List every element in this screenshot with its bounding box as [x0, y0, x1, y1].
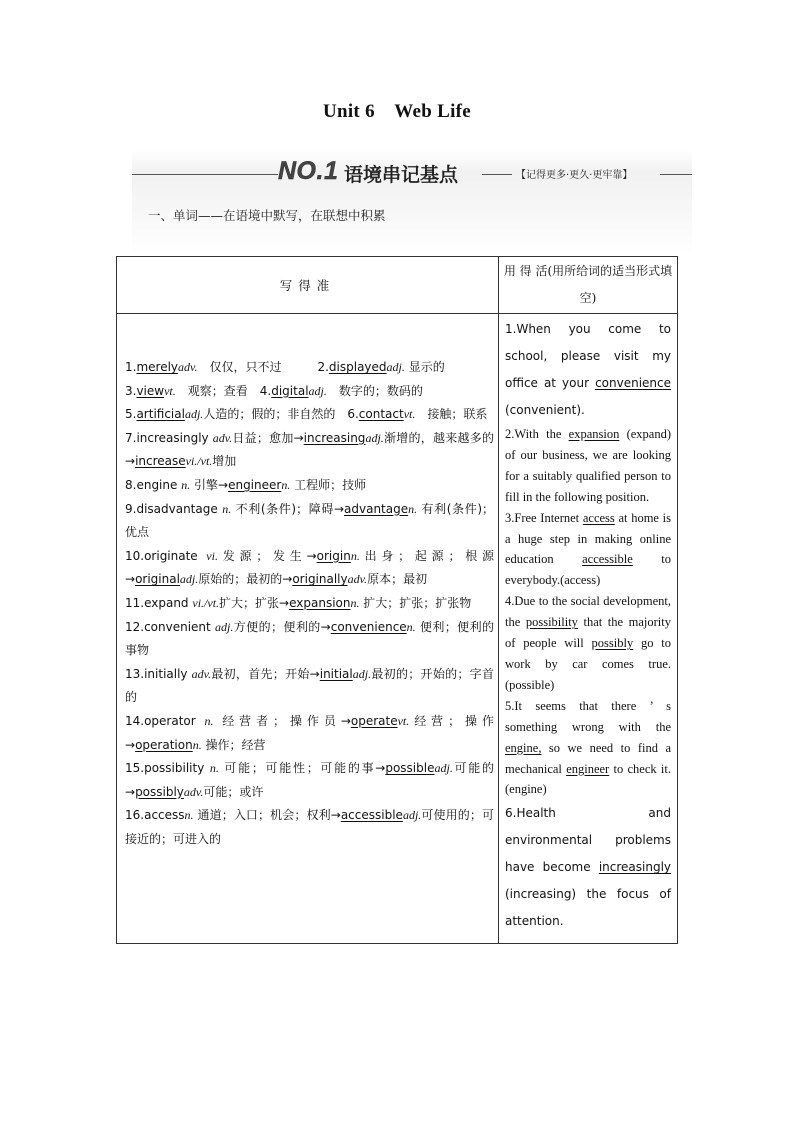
header-right-cell: [499, 257, 678, 314]
exercise-item: 5.It seems that there ’ s something wrong with the engine, so we need to find a mechanical engineer to check it.(engine): [505, 698, 671, 797]
page-title: Unit 6 Web Life: [322, 101, 472, 122]
list-item: 7.increasingly adv.日益；愈加→increasingadj.渐增的，越来越多的→increasevi./vt.增加: [125, 430, 494, 469]
banner-rule-mid: [482, 174, 512, 175]
list-item: 14.operator n. 经营者；操作员→operatevt.经营；操作→operationn. 操作；经营: [125, 713, 494, 752]
list-item: 15.possibility n. 可能；可能性；可能的事→possibleadj.可能的→possiblyadv.可能；或许: [125, 761, 494, 799]
banner-number: NO.1: [278, 157, 339, 185]
word-list: [117, 314, 498, 851]
exercise-item: 3.Free Internet access at home is a huge step in making online education accessible to everybody.(access): [505, 510, 672, 588]
exercise-item: 4.Due to the social development, the possibility that the majority of people will possibly go to work by car comes true.(possible): [505, 594, 671, 692]
header-left: 写得准: [279, 278, 336, 293]
list-item: 11.expand vi./vt.扩大；扩张→expansionn. 扩大；扩张；扩张物: [125, 595, 472, 610]
banner-tag: 【记得更多·更久·更牢靠】: [516, 170, 633, 181]
list-item: 5.artificialadj.人造的；假的；非自然的 6.contactvt. 接触；联系: [125, 407, 488, 422]
list-item: 1.merelyadv. 仅仅，只不过 2.displayedadj. 显示的: [125, 360, 445, 374]
list-item: 3.viewvt. 观察；查看 4.digitaladj. 数字的；数码的: [125, 383, 423, 398]
vocab-table: [116, 256, 678, 944]
list-item: 16.accessn. 通道；入口；机会；权利→accessibleadj.可使用的；可接近的；可进入的: [125, 808, 494, 846]
list-item: 9.disadvantage n. 不利(条件)；障碍→advantagen. 有利(条件)；优点: [125, 501, 495, 540]
exercise-list: [499, 314, 677, 935]
exercise-item: 2.With the expansion (expand) of our business, we are looking for a suitably qualified person to fill in the following position.: [505, 427, 671, 504]
section-heading: 一、单词——在语境中默写，在联想中积累: [148, 208, 386, 223]
right-body-cell: [499, 314, 678, 944]
banner-subtitle: 语境串记基点: [344, 164, 459, 186]
list-item: 10.originate vi.发源；发生→originn.出身；起源；根源→originaladj.原始的；最初的→originallyadv.原本；最初: [125, 548, 494, 587]
section-banner: [132, 150, 692, 256]
list-item: 8.engine n. 引擎→engineern. 工程师；技师: [125, 477, 367, 492]
list-item: 13.initially adv.最初，首先；开始→initialadj.最初的；开始的；字首的: [125, 666, 494, 705]
banner-rule-right: [660, 174, 692, 175]
left-body-cell: [117, 314, 499, 944]
exercise-item: 1.When you come to school, please visit my office at your convenience (convenient).: [505, 322, 671, 417]
header-left-cell: [117, 257, 499, 314]
list-item: 12.convenient adj.方便的；便利的→conveniencen. 便利；便利的事物: [125, 619, 494, 658]
exercise-item: 6.Health and environmental problems have become increasingly (increasing) the focus of attention.: [505, 806, 671, 929]
banner-rule-left: [132, 174, 278, 175]
header-right: 用 得 活(用所给词的适当形式填空): [503, 264, 673, 305]
